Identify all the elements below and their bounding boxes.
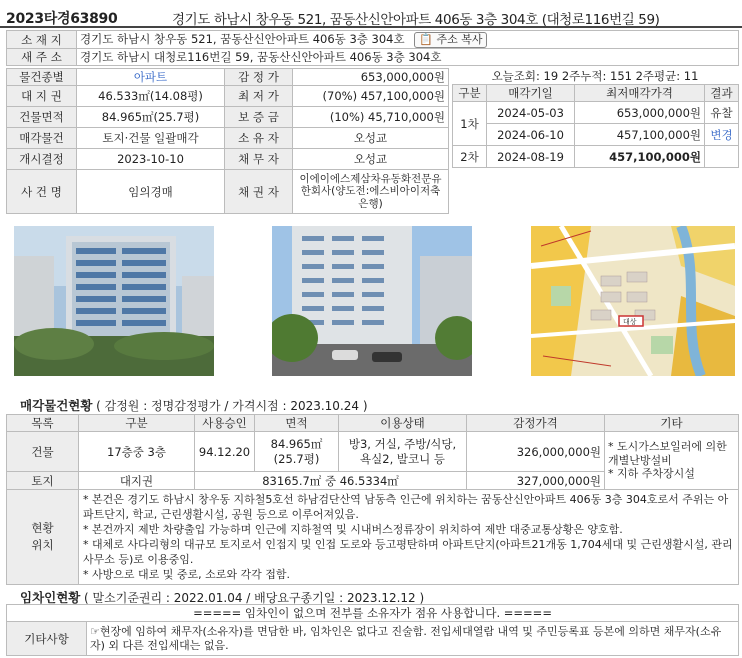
land-type: 대지권	[79, 472, 195, 490]
building-floor: 17층중 3층	[79, 432, 195, 472]
land-area: 83165.7㎡ 중 46.5334㎡	[195, 472, 467, 490]
tenant-etc-text: ☞현장에 임하여 채무자(소유자)를 면담한 바, 임차인은 없다고 진술함. 전입세대열람 내역 및 주민등록표 등본에 의하면 채무자(소유자) 외 다른 전입세대는 없음.	[87, 622, 739, 656]
round-date: 2024-08-19	[487, 146, 575, 168]
basic-info-value: 2023-10-10	[77, 149, 225, 170]
basic-info-row	[7, 107, 449, 128]
location-note: * 대체로 사다리형의 대규모 토지로서 인접지 및 인접 도로와 등고평탄하며 아파트단지(아파트21개동 1,704세대 및 근린생활시설, 관리사무소 등)로 이용중임.	[83, 538, 733, 566]
basic-info-value: 오성교	[293, 128, 449, 149]
lot-address-cell	[77, 31, 739, 49]
round-number: 2차	[453, 146, 487, 168]
building-price: 326,000,000원	[467, 432, 605, 472]
basic-info-value: 84.965㎡(25.7평)	[77, 107, 225, 128]
status-section-title: 매각물건현황	[20, 398, 93, 413]
basic-info-label: 개시결정	[7, 149, 77, 170]
tenant-section-title: 임차인현황	[20, 590, 81, 605]
view-counter: 오늘조회: 19 2주누적: 151 2주평균: 11	[491, 69, 699, 83]
basic-info-label: 매각물건	[7, 128, 77, 149]
basic-info-value: 토지·건물 일괄매각	[77, 128, 225, 149]
round-row	[453, 124, 739, 146]
tenant-banner: ===== 임차인이 없으며 전부를 소유자가 점유 사용합니다. =====	[7, 605, 739, 622]
round-price: 457,100,000원	[575, 146, 705, 168]
building-label: 건물	[7, 432, 79, 472]
tenant-table	[6, 604, 739, 656]
basic-info-label: 건물면적	[7, 107, 77, 128]
basic-info-label: 보 증 금	[225, 107, 293, 128]
clipboard-icon: 📋	[419, 33, 433, 46]
road-address-value: 경기도 하남시 대청로116번길 59, 꿈동산신안아파트 406동 3층 304호	[77, 49, 739, 66]
map-target-label: 대상	[623, 318, 637, 326]
location-notes	[79, 490, 739, 585]
status-table	[6, 414, 739, 585]
land-label: 토지	[7, 472, 79, 490]
road-address-label: 새 주 소	[7, 49, 77, 66]
rounds-header-date: 매각기일	[487, 85, 575, 102]
status-etc: * 도시가스보일러에 의한 개별난방설비 * 지하 주차장시설	[605, 432, 739, 490]
rounds-header-price: 최저매각가격	[575, 85, 705, 102]
round-number: 1차	[453, 102, 487, 146]
round-date: 2024-06-10	[487, 124, 575, 146]
basic-info-row	[7, 149, 449, 170]
land-price: 327,000,000원	[467, 472, 605, 490]
location-note: * 본건은 경기도 하남시 창우동 지하철5호선 하남검단산역 남동측 인근에 위치하는 꿈동산신안아파트 406동 3층 304호로서 주위는 아파트단지, 학교, 근린생활시설, 공원 등으로 이루어져있음.	[83, 493, 729, 521]
status-header-etc: 기타	[605, 415, 739, 432]
building-row	[7, 432, 739, 472]
basic-info-table	[6, 68, 449, 214]
property-address-title: 경기도 하남시 창우동 521, 꿈동산신안아파트 406동 3층 304호 (대청로116번길 59)	[172, 12, 660, 28]
round-date: 2024-05-03	[487, 102, 575, 124]
basic-info-label: 채 권 자	[225, 170, 293, 214]
basic-info-value: (70%) 457,100,000원	[293, 86, 449, 107]
basic-info-label: 사 건 명	[7, 170, 77, 214]
building-area: 84.965㎡ (25.7평)	[255, 432, 339, 472]
tenant-section-subtitle: ( 말소기준권리 : 2022.01.04 / 배당요구종기일 : 2023.12.12 )	[84, 591, 425, 605]
basic-info-row	[7, 128, 449, 149]
basic-info-value: (10%) 45,710,000원	[293, 107, 449, 128]
rounds-header-result: 결과	[705, 85, 739, 102]
basic-info-label: 감 정 가	[225, 69, 293, 86]
address-table	[6, 30, 739, 66]
location-label: 현황 위치	[7, 490, 79, 585]
status-header-area: 면적	[255, 415, 339, 432]
building-approval: 94.12.20	[195, 432, 255, 472]
basic-info-row	[7, 86, 449, 107]
basic-info-value: 653,000,000원	[293, 69, 449, 86]
status-header-list: 목록	[7, 415, 79, 432]
location-map[interactable]	[531, 226, 735, 376]
round-result	[705, 146, 739, 168]
status-header-approval: 사용승인	[195, 415, 255, 432]
status-header-use: 이용상태	[339, 415, 467, 432]
round-price: 653,000,000원	[575, 102, 705, 124]
building-use: 방3, 거실, 주방/식당, 욕실2, 발코니 등	[339, 432, 467, 472]
basic-info-value: 46.533㎡(14.08평)	[77, 86, 225, 107]
auction-rounds-table	[452, 84, 739, 168]
property-type-link[interactable]: 아파트	[77, 69, 225, 86]
round-price: 457,100,000원	[575, 124, 705, 146]
rounds-header-round: 구분	[453, 85, 487, 102]
round-row	[453, 102, 739, 124]
basic-info-row	[7, 170, 449, 214]
case-number: 2023타경63890	[6, 11, 118, 27]
round-result: 유찰	[705, 102, 739, 124]
basic-info-value: 임의경매	[77, 170, 225, 214]
rounds-header-row	[453, 85, 739, 102]
lot-address-value: 경기도 하남시 창우동 521, 꿈동산신안아파트 406동 3층 304호	[80, 32, 405, 46]
copy-address-label: 주소 복사	[436, 33, 483, 46]
basic-info-label: 채 무 자	[225, 149, 293, 170]
location-row	[7, 490, 739, 585]
status-header-price: 감정가격	[467, 415, 605, 432]
basic-info-value: 이에이에스제삼차유동화전문유한회사(양도전:에스비아이저축은행)	[293, 170, 449, 214]
copy-address-button[interactable]	[414, 32, 487, 48]
status-section-subtitle: ( 감정원 : 정명감정평가 / 가격시점 : 2023.10.24 )	[96, 399, 368, 413]
round-result-link[interactable]: 변경	[705, 124, 739, 146]
basic-info-value: 오성교	[293, 149, 449, 170]
lot-address-label: 소 재 지	[7, 31, 77, 49]
basic-info-label: 대 지 권	[7, 86, 77, 107]
status-header-row	[7, 415, 739, 432]
location-note: * 사방으로 대로 및 중로, 소로와 각각 접함.	[83, 568, 290, 581]
status-section-heading	[20, 396, 368, 414]
basic-info-label: 소 유 자	[225, 128, 293, 149]
basic-info-label: 물건종별	[7, 69, 77, 86]
basic-info-row	[7, 69, 449, 86]
location-note: * 본건까지 제반 차량출입 가능하며 인근에 지하철역 및 시내버스정류장이 위치하여 제반 대중교통상황은 양호함.	[83, 523, 623, 536]
round-row	[453, 146, 739, 168]
tenant-etc-label: 기타사항	[7, 622, 87, 656]
building-photo-2[interactable]	[272, 226, 472, 376]
building-photo-1[interactable]	[14, 226, 214, 376]
status-header-type: 구분	[79, 415, 195, 432]
basic-info-label: 최 저 가	[225, 86, 293, 107]
